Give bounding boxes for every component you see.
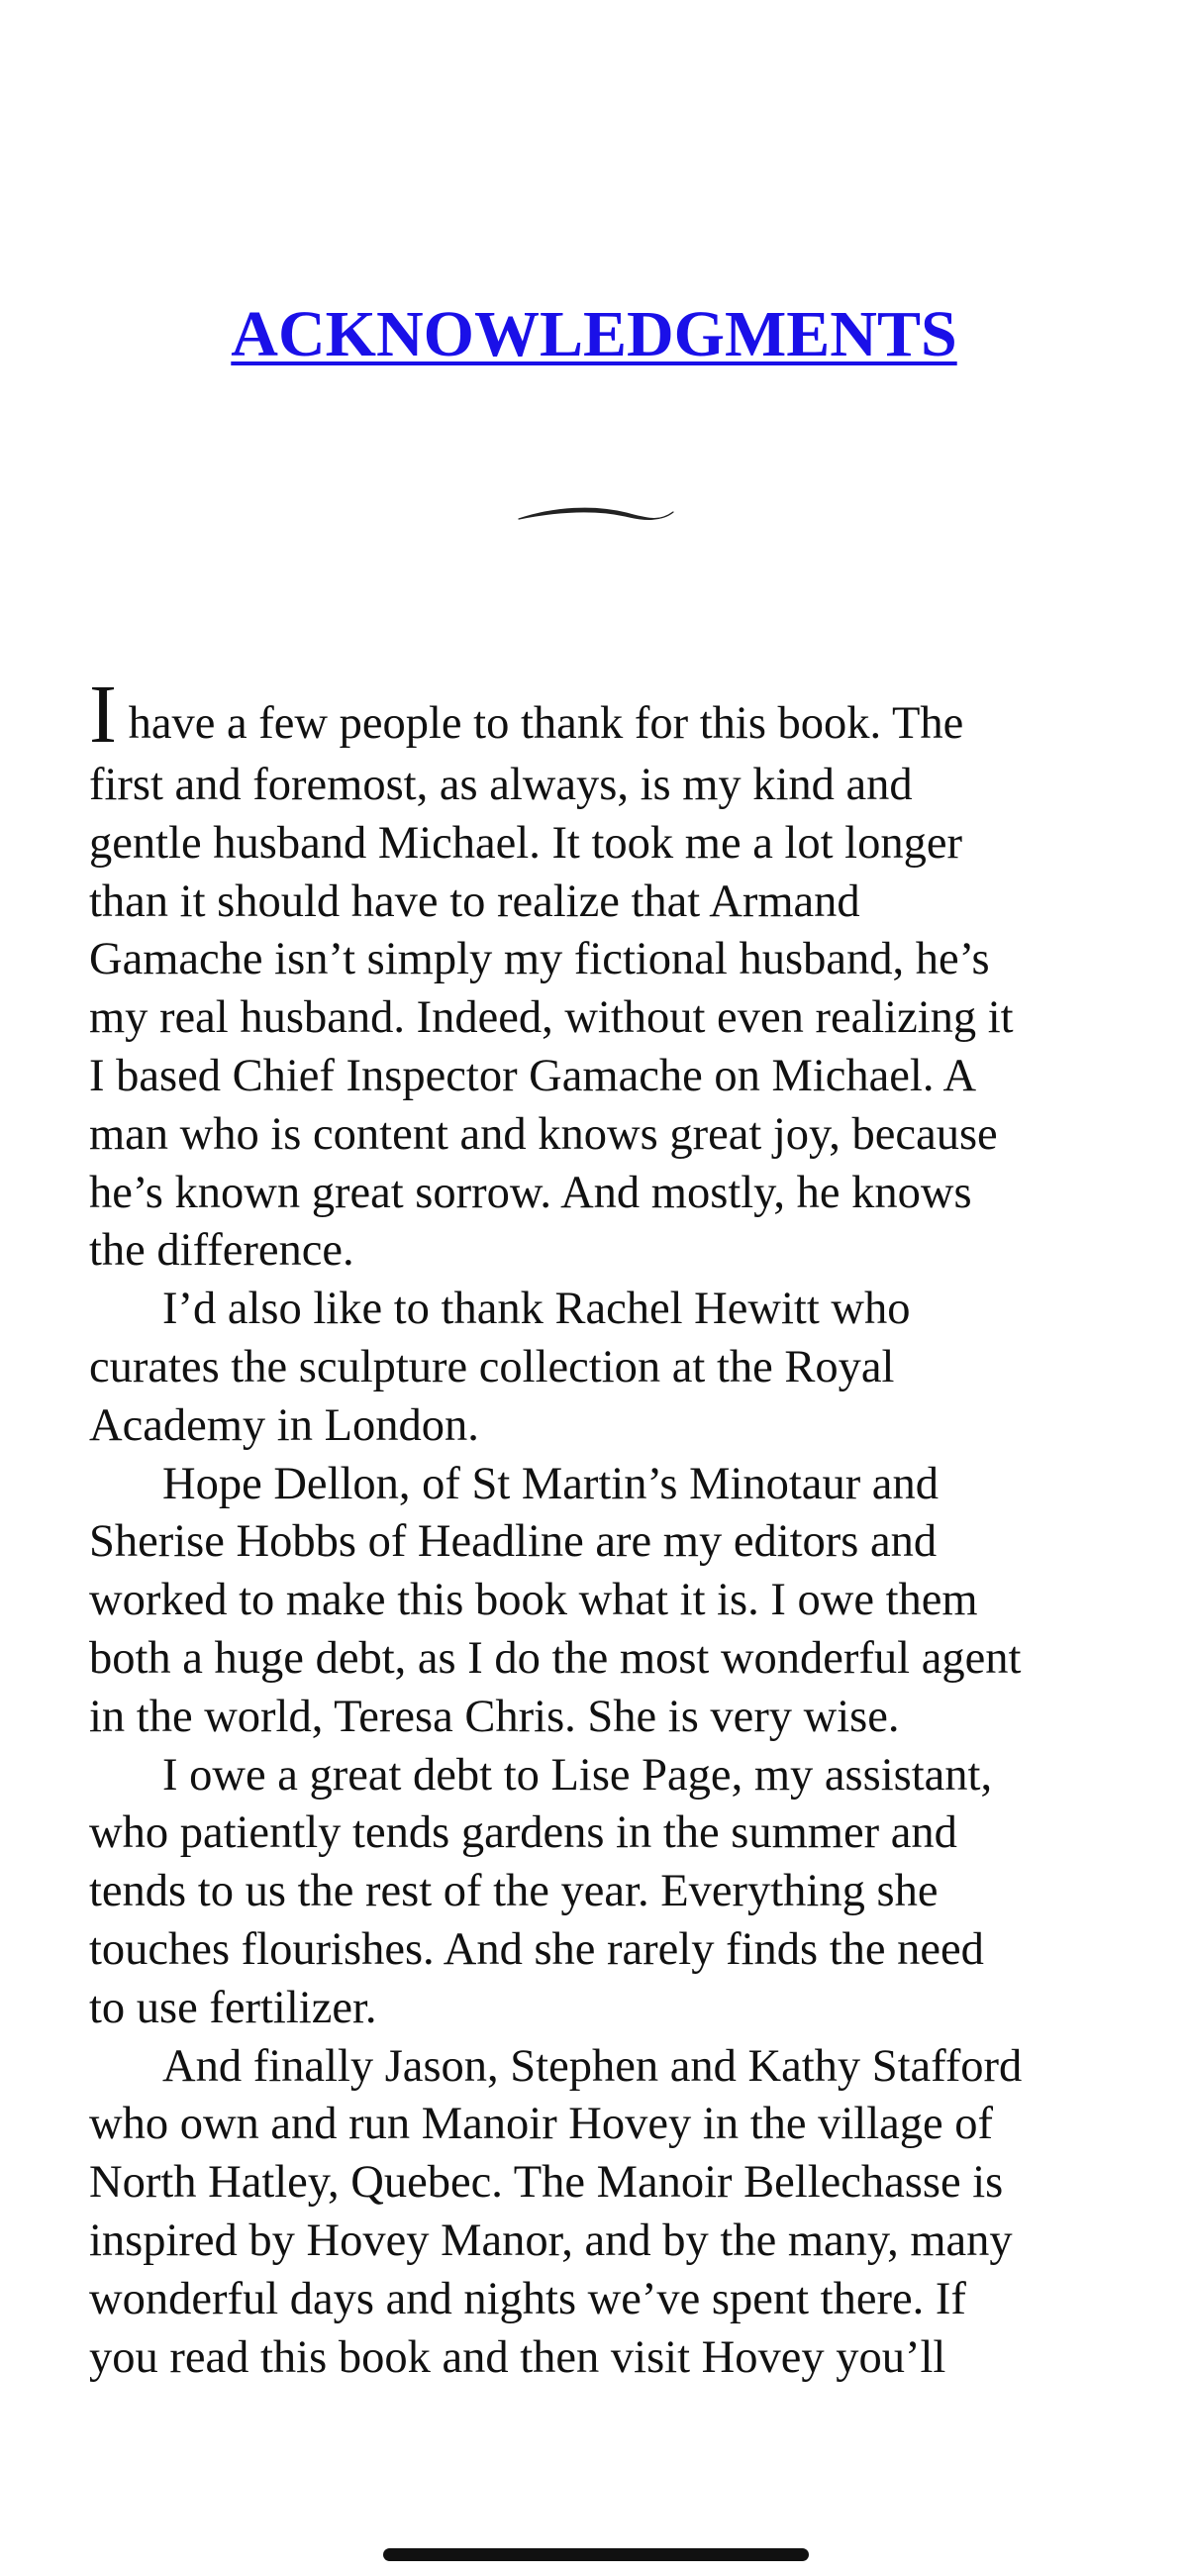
- text-line: you read this book and then visit Hovey you’ll: [89, 2331, 946, 2383]
- text-line: Academy in London.: [89, 1399, 479, 1451]
- paragraph-1: [89, 669, 1109, 1281]
- text-line: Gamache isn’t simply my fictional husband, he’s: [89, 934, 990, 985]
- paragraph-2: [89, 1281, 1109, 1455]
- text-line: in the world, Teresa Chris. She is very wise.: [89, 1691, 900, 1742]
- chapter-heading: [0, 293, 1188, 376]
- text-line: gentle husband Michael. It took me a lot longer: [89, 817, 962, 869]
- text-line: he’s known great sorrow. And mostly, he knows: [89, 1167, 972, 1218]
- text-line: And finally Jason, Stephen and Kathy Stafford: [162, 2040, 1023, 2092]
- text-line: to use fertilizer.: [89, 1982, 377, 2033]
- text-line: Sherise Hobbs of Headline are my editors and: [89, 1516, 938, 1568]
- text-line: man who is content and knows great joy, because: [89, 1108, 998, 1160]
- first-line: [89, 669, 1109, 761]
- text-line: wonderful days and nights we’ve spent there. If: [89, 2273, 966, 2324]
- paragraph-5: [89, 2038, 1109, 2388]
- acknowledgments-text: [89, 669, 1109, 2387]
- text-line: inspired by Hovey Manor, and by the many, many: [89, 2215, 1013, 2266]
- text-line: I owe a great debt to Lise Page, my assistant,: [162, 1749, 993, 1801]
- text-line: I based Chief Inspector Gamache on Michael. A: [89, 1050, 977, 1101]
- paragraph-4: [89, 1747, 1109, 2038]
- text-line: my real husband. Indeed, without even realizing it: [89, 992, 1014, 1044]
- text-line: the difference.: [89, 1225, 354, 1277]
- swash-divider-icon: [515, 495, 677, 539]
- drop-cap: I: [89, 669, 117, 761]
- text-line: worked to make this book what it is. I owe them: [89, 1575, 978, 1626]
- home-indicator[interactable]: [383, 2548, 809, 2561]
- chapter-title-link[interactable]: ACKNOWLEDGMENTS: [231, 298, 957, 370]
- paragraph-3: [89, 1456, 1109, 1747]
- text-line: first and foremost, as always, is my kind and: [89, 760, 913, 810]
- text-line: tends to us the rest of the year. Everything she: [89, 1866, 939, 1917]
- text-line: than it should have to realize that Armand: [89, 876, 860, 927]
- text-line: curates the sculpture collection at the Royal: [89, 1341, 895, 1392]
- text-line: Hope Dellon, of St Martin’s Minotaur and: [162, 1458, 939, 1509]
- text-line: both a huge debt, as I do the most wonderful agent: [89, 1632, 1022, 1684]
- text-line: I’d also like to thank Rachel Hewitt who: [162, 1284, 911, 1335]
- text-line: North Hatley, Quebec. The Manoir Bellechasse is: [89, 2157, 1004, 2209]
- text-line: touches flourishes. And she rarely finds the need: [89, 1923, 984, 1975]
- text-line: who patiently tends gardens in the summer and: [89, 1807, 957, 1859]
- first-line-text: have a few people to thank for this book. The: [116, 698, 964, 749]
- text-line: who own and run Manoir Hovey in the village of: [89, 2099, 994, 2150]
